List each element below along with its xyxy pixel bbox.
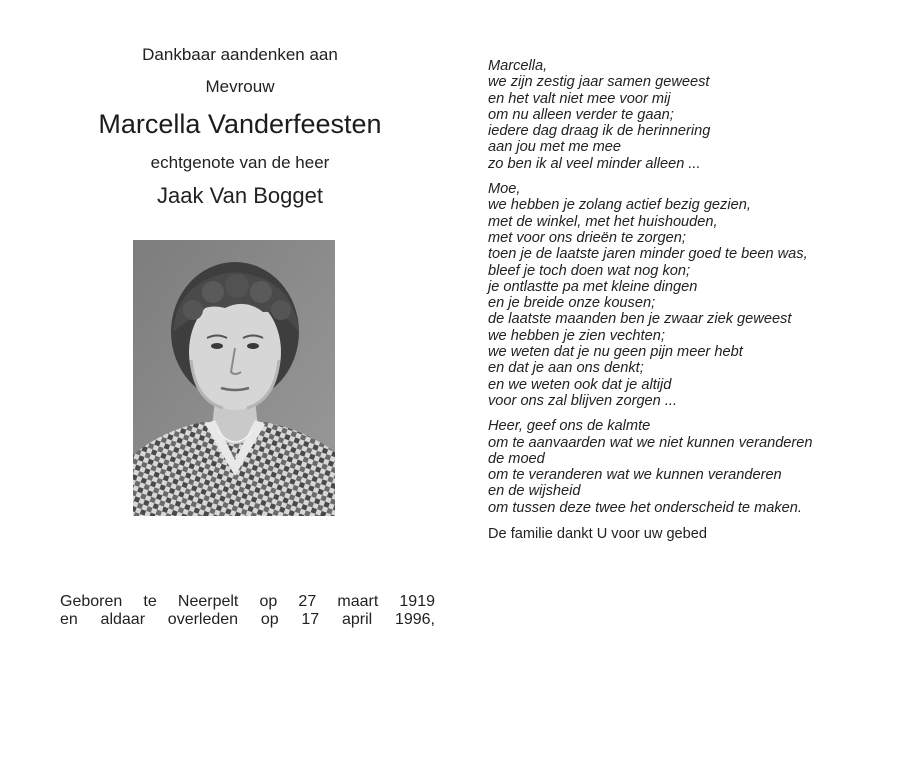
poem-line: de moed — [488, 450, 545, 467]
poem-line: toen je de laatste jaren minder goed te been was, — [488, 246, 808, 263]
poem-line: je ontlastte pa met kleine dingen — [488, 278, 698, 295]
spouse-intro: echtgenote van de heer — [150, 153, 330, 172]
poem-line: voor ons zal blijven zorgen ... — [488, 392, 678, 409]
poem-line: Marcella, — [488, 58, 548, 74]
poem-line: Heer, geef ons de kalmte — [488, 418, 651, 435]
birth-line: Geboren te Neerpelt op 27 maart 1919 — [60, 593, 435, 610]
portrait-illustration — [133, 240, 335, 516]
spouse-name: Jaak Van Bogget — [157, 183, 323, 208]
card-header — [40, 44, 440, 210]
poem-line: met voor ons drieën te zorgen; — [488, 229, 686, 246]
poem-line: zo ben ik al veel minder alleen ... — [488, 155, 701, 172]
thanks-line: De familie dankt U voor uw gebed — [488, 526, 708, 543]
poem-line: en dat je aan ons denkt; — [488, 360, 644, 377]
poem-line: we hebben je zolang actief bezig gezien, — [488, 197, 751, 214]
poem-line: om te veranderen wat we kunnen veranderen — [488, 467, 782, 484]
poem-line: met de winkel, met het huishouden, — [488, 213, 718, 230]
death-line: en aldaar overleden op 17 april 1996, — [60, 611, 435, 628]
poem-line: Moe, — [488, 181, 521, 198]
poem-line: en we weten ook dat je altijd — [488, 376, 672, 393]
poem-line: om te aanvaarden wat we niet kunnen veranderen — [488, 434, 813, 451]
poem-line: om tussen deze twee het onderscheid te maken. — [488, 499, 802, 516]
poem-column — [488, 58, 918, 542]
deceased-name: Marcella Vanderfeesten — [98, 109, 382, 139]
poem-line: en de wijsheid — [488, 483, 581, 500]
poem-line: we zijn zestig jaar samen geweest — [488, 74, 710, 91]
poem-line: en je breide onze kousen; — [488, 295, 656, 312]
poem-line: we hebben je zien vechten; — [488, 327, 665, 344]
poem-stanza-3 — [488, 418, 918, 516]
poem-line: bleef je toch doen wat nog kon; — [488, 262, 691, 279]
poem-line: om nu alleen verder te gaan; — [488, 106, 674, 123]
honorific: Mevrouw — [205, 77, 275, 96]
poem-line: de laatste maanden ben je zwaar ziek geweest — [488, 311, 792, 328]
poem-stanza-2 — [488, 181, 918, 409]
intro-line: Dankbaar aandenken aan — [142, 45, 338, 64]
portrait-photo — [133, 240, 335, 516]
poem-stanza-1 — [488, 58, 918, 172]
poem-line: en het valt niet mee voor mij — [488, 90, 671, 107]
poem-line: iedere dag draag ik de herinnering — [488, 123, 711, 140]
poem-line: aan jou met me mee — [488, 139, 622, 156]
poem-line: we weten dat je nu geen pijn meer hebt — [488, 344, 743, 361]
birth-death-dates — [60, 593, 435, 629]
